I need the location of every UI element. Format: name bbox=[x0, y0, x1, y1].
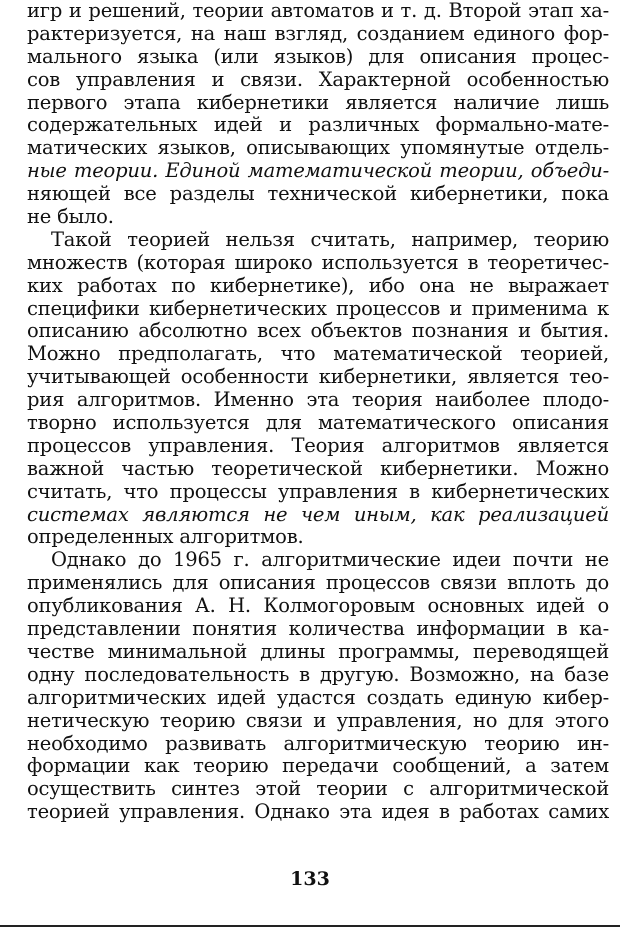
text-line: честве минимальной длины программы, переводящей bbox=[27, 639, 609, 663]
text-line: определенных алгоритмов. bbox=[27, 525, 304, 549]
text-line: содержательных идей и различных формально-мате- bbox=[27, 113, 609, 137]
text-line: важной частью теоретической кибернетики. Можно bbox=[27, 456, 609, 480]
page-bottom-rule bbox=[0, 925, 620, 927]
text-line: не было. bbox=[27, 205, 114, 229]
text-line: алгоритмических идей удастся создать единую кибер- bbox=[27, 685, 609, 709]
text-line: процессов управления. Теория алгоритмов является bbox=[27, 433, 609, 457]
text-line: необходимо развивать алгоритмическую теорию ин- bbox=[27, 731, 609, 755]
text-line: рактеризуется, на наш взгляд, созданием единого фор- bbox=[27, 21, 609, 45]
text-line: ких работах по кибернетике), ибо она не выражает bbox=[27, 273, 609, 297]
text-line: считать, что процессы управления в кибернетических bbox=[27, 479, 609, 503]
text-line: сов управления и связи. Характерной особенностью bbox=[27, 67, 609, 91]
text-line: первого этапа кибернетики является наличие лишь bbox=[27, 90, 609, 114]
text-line: описанию абсолютно всех объектов познания и бытия. bbox=[27, 319, 609, 343]
text-line: специфики кибернетических процессов и применима к bbox=[27, 296, 609, 320]
text-line: Такой теорией нельзя считать, например, теорию bbox=[51, 227, 609, 251]
text-line: игр и решений, теории автоматов и т. д. Второй этап ха- bbox=[27, 0, 609, 22]
page-number: 133 bbox=[290, 868, 330, 890]
body-text bbox=[27, 0, 609, 824]
text-line: творно используется для математического описания bbox=[27, 411, 609, 435]
text-line: учитывающей особенности кибернетики, является тео- bbox=[27, 365, 609, 389]
text-line: ные теории. Единой математической теории, объеди- bbox=[27, 159, 609, 183]
text-line: Однако до 1965 г. алгоритмические идеи почти не bbox=[51, 548, 609, 572]
text-line: матических языков, описывающих упомянутые отдель- bbox=[27, 136, 609, 160]
text-line: няющей все разделы технической кибернетики, пока bbox=[27, 182, 609, 206]
text-line: Можно предполагать, что математической теорией, bbox=[27, 342, 609, 366]
text-line: осуществить синтез этой теории с алгоритмической bbox=[27, 777, 609, 801]
text-line: множеств (которая широко используется в теоретичес- bbox=[27, 250, 609, 274]
text-line: теорией управления. Однако эта идея в работах самих bbox=[27, 800, 609, 824]
text-line: мального языка (или языков) для описания процес- bbox=[27, 44, 609, 68]
text-line: формации как теорию передачи сообщений, а затем bbox=[27, 754, 609, 778]
text-line: опубликования А. Н. Колмогоровым основных идей о bbox=[27, 594, 609, 618]
text-line: системах являются не чем иным, как реализацией bbox=[27, 502, 609, 526]
text-line: нетическую теорию связи и управления, но для этого bbox=[27, 708, 609, 732]
text-line: применялись для описания процессов связи вплоть до bbox=[27, 571, 609, 595]
text-line: рия алгоритмов. Именно эта теория наиболее плодо- bbox=[27, 388, 609, 412]
text-line: одну последовательность в другую. Возможно, на базе bbox=[27, 662, 609, 686]
text-line: представлении понятия количества информации в ка- bbox=[27, 617, 609, 641]
